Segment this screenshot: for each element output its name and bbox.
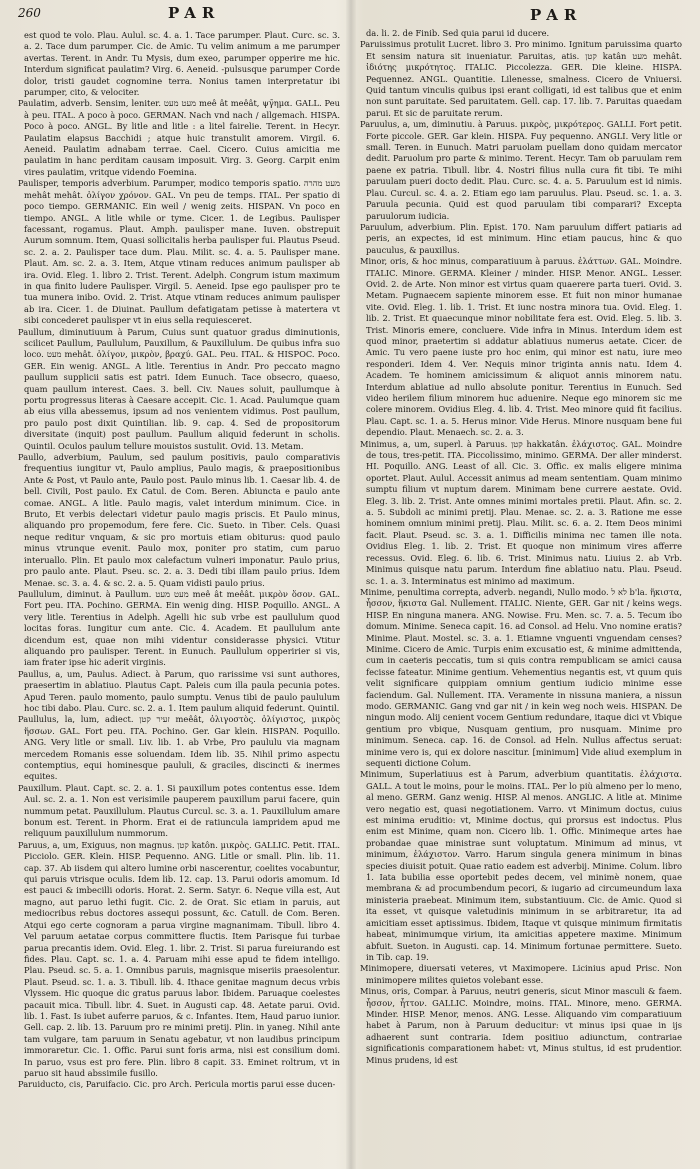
dictionary-entry: Paruissimus protulit Lucret. libro 3. Pro minimo. Ignitum paruissima quarto Et sensim natura sit inueniatur. Paruitas, atis. קטן katân מעט mehât. ἰδιότης μικρότητος. ITALIC. Piccolezza. GER. Die kleine. HISPA. Pequennez. ANGL. Quantitie. Lilenesse, smalness. Cicero de Vniuersi. Quid tantum vinculis quibus ipsi erant colligati, id est talibus que et enim non sunt paruitate. Sed paruitatem. Gell. cap. 17. lib. 7. Paruitas quaedam parui. Et sic de paruitate rerum. (360, 39, 682, 118)
dictionary-entry: Paruulum, adverbium. Plin. Epist. 170. Nam paruulum differt patiaris ad peris, an expectes, id est minimum. Hinc etiam paucus, hinc & quo pauculus, & pauxillus. (360, 221, 682, 255)
dictionary-entry: Paullo, adverbium, Paulum, sed paulum positivis, paulo comparativis frequentius iungitur vt, Paulo amplius, Paulo magis, & praepositionibus Ante & Post, vt Paulo ante, Paulo post. Paulo minus lib. 1. Caesar lib. 4. de bell. Civili, Post paulo. Ex Catul. de Com. Beren. Abiuncta e paulo ante comae. ANGL. A litle. Paulo magis, valet interdum minimum. Cice. in Bruto, Et verbis delectari videtur paulo magis priscis. Et Paulo minus, aliquando pro propemodum, fere fere. Cic. Sueto. in Tiber. Cels. Quasi neque reditur vnquam, & sic pro mortuis etiam obiturus: quod paulo minus vtrunque evenit. Paulo mox, poniter pro statim, cum paruo interuallo. Plin. Et paulo mox calefactum vulneri imponatur. Paulo prius, pro paulo ante. Plaut. Pseu. sc. 2. a. 3. Dedi tibi illam paulo prius. Idem Menae. sc. 3. a. 4. & sc. 2. a. 5. Quam vidisti paulo prius. (18, 452, 340, 588)
dictionary-entry: da. li. 2. de Finib. Sed quia parui id ducere. (366, 28, 550, 38)
dictionary-entry: Minus, oris, Compar. à Paruus, neutri generis, sicut Minor masculi & faem. ἧσσον, ἧττον. GALLIC. Moindre, moins. ITAL. Minore, meno. GERMA. Minder. HISP. Menor, menos. ANG. Lesse. Aliquando vim comparatiuum habet à Parum, non à Paruum deducitur: vt minus ipsi quae in ijs adhaerent sunt contraria. Idem positiuo adiunctum, contrariae significationis comparationem habet: vt, Minus stultus, id est prudentior. Minus prudens, id est (360, 986, 682, 1065)
dictionary-entry: Paullulus, la, lum, adiect. זעיר קטן meêât, ὀλιγοστὸς. ὀλίγιστος, μικρὸς ἥσσων. GAL. Fort peu. ITA. Pochino. Ger. Gar klein. HISPAN. Poquillo. ANG. Very litle or small. Liv. lib. 1. ab Vrbe, Pro paululu via magnam mercedem Romanis esse soluendam. Idem lib. 35. Nihil primo aspectu contemptius, equi hominesque paululi, & graciles, discincti & inermes equites. (18, 714, 340, 782)
dictionary-entry: Paullulum, diminut. à Paullum. מעט מעט meê ât meêât. μικρὸν ὅσον. GAL. Fort peu. ITA. Pochino. GERMA. Ein wenig ding. HISP. Poquillo. ANGL. A very litle. Terentius in Adelph. Agelli hic sub vrbe est paullulum quod locitas foras. Iungitur cum ante. Cic. 4. Academ. Et paullulum ante dicendum est, quae non mihi videntur considerasse physici. Vtitur aliquando pro paulisper. Terent. in Eunuch. Paullulum opperirier si vis, iam frater ipse hic aderit virginis. (18, 588, 340, 668)
dictionary-entry: Paruiducto, cis, Paruifacio. Cic. pro Arch. Pericula mortis parui esse ducen- (18, 1079, 336, 1090)
dictionary-entry: Minimus, a, um, superl. à Paruus. קטן hakkatân. ἐλάχιστος. GAL. Moindre de tous, tres-petit. ITA. Piccolissimo, minimo. GERMA. Der aller minderst. HI. Poquillo. ANG. Least of all. Cic. 3. Offic. ex malis eligere minima oportet. Plaut. Aulul. Accessit animus ad meam sententiam. Quam minimo sumptu filium vt nuptum darem. Minimam bene currere aestate. Ovid. Eleg. 3. lib. 2. Trist. Ante omnes minimi mortales pretii. Plaut. Afin. sc. 2. a. 5. Subdoli ac minimi pretij. Plau. Menae. sc. 2. a. 3. Ratione me esse hominem omnium minimi pretij. Plau. Milit. sc. 6. a. 2. Item Deos minimi facit. Plaut. Pseud. sc. 3. a. 1. Difficilis minima nec tamen ille nota. Ovidius Eleg. 1. lib. 2. Trist. Et quoque non minimum vires afferre recessus. Ovid. Eleg. 6. lib. 6. Trist. Minimus natu. Liuius 2. ab Vrb. Minimus quisque natu parum. Interdum fine ablatiuo natu. Plau. Pseud. sc. 1. a. 3. Interminatus est minimo ad maximum. (360, 438, 682, 586)
left-page-header (18, 4, 338, 28)
dictionary-entry: Minime, penultima correpta, adverb. negandi, Nullo modo. לא ל b'la. ἥκιστα, ἧσσον, ἥκιστα Gal. Nullement. ITALIC. Niente, GER. Gar nit / keins wegs. HISP. En ninguna manera. ANG. Nowise. Fru. Men. sc. 7. a. 5. Tecum ibo domum. Minime. Seneca capit. 16. ad Consol. ad Helu. Vno nomine eratis? Minime. Plaut. Mostel. sc. 3. a. 1. Etiamne vnguenti vnguendam censes? Minime. Cicero de Amic. Turpis enim excusatio est, & minime admittenda, cum in caeteris peccatis, tum si quis contra rempublicam se amici causa fecisse fateatur. Minime gentium. Vehementius negantis est, vt quum quis velit significare quippiam omnium gentium iudicio minime esse faciendum. Gal. Nullement. ITA. Veramente in nissuna maniera, a nissun modo. GERMANIC. Gang vnd gar nit / in kein weg noch weis. HISPAN. De ningun modo. Alij cenient vocem Gentium redundare, itaque dici vt Vbique gentium pro vbique, Nusquam gentium, pro nusquam. Minime pro minimum. Seneca. cap. 16. de Consol. ad Heln. Nullus affectus seruat: minime vero is, qui ex dolore nascitur. [minimum] Vide aliud exemplum in sequenti dictione Colum. (360, 586, 682, 768)
left-column (18, 30, 340, 1162)
dictionary-entry: est quod te volo. Plau. Aulul. sc. 4. a. 1. Tace parumper. Plaut. Curc. sc. 3. a. 2. Tace dum parumper. Cic. de Amic. Tu velim animum a me parumper avertas. Terent. in Andr. Tu Mysis, dum exeo, parumper opperire me hic. Interdum significat paulatim? Virg. 6. Aeneid. -pulsusque parumper Corde dolor, tristi gaudet cognomine terra. Nonius tamen interpretatur ibi parumper, cito, & velociter. (24, 30, 340, 98)
running-head-right: PAR (530, 6, 583, 24)
dictionary-entry: Paulatim, adverb. Sensim, leniter. מעט מעט meê ât meêât, ψγ̄ημα. GALL. Peu à peu. ITAL. A poco à poco. GERMAN. Nach vnd nach / allgemach. HISPA. Poco à poco. ANGL. By litle and litle : a litel fairelie. Terent. in Hecyr. Paulatim elapsus Bacchidi ; atque huic transtulit amorem. Virgil. 6. Aeneid. Paulatim adnabam terrae. Cael. Cicero. Cuius amicitia me paulatim in hanc perditam causam imposuit. Virg. 3. Georg. Carpit enim vires paulatim, vritque videndo Foemina. (18, 98, 340, 177)
dictionary-entry: Paruulus, a, um, diminutiu. à Paruus. μικρὸς, μικρότερος. GALLI. Fort petit. Forte piccole. GER. Gar klein. HISPA. Fuy pequenno. ANGLI. Very litle or small. Teren. in Eunuch. Matri paruolam puellam dono quidam mercator dedit. Paruolum pro parte & minimo. Terent. Hecyr. Tam ob paruulam rem paene ex patria. Tibull. libr. 4. Nostri filius nulla cura fit tibi. Te mihi paruulam pueri docto dedit. Plau. Curc. sc. 4. a. 5. Paruulum est id nimis. Plau. Curcul. sc. 4. a. 2. Etiam ego iam paruulus. Plau. Pseud. sc. 1. a. 3. Paruula pecunia. Quid est quod paruulam tibi comparari? Excepta paruulorum iudicia. (360, 119, 682, 221)
dictionary-entry: Paruus, a, um, Exiguus, non magnus. קטן katôn. μικρὸς. GALLIC. Petit. ITAL. Picciolo. GER. Klein. HISP. Pequenno. ANG. Litle or small. Plin. lib. 11. cap. 37. Ab iisdem qui altero lumine orbi nascerentur, coelites vocabuntur, qui paruis vtrisque oculis. Idem lib. 12. cap. 13. Parui odoris amomum. Id est pauci & imbecilli odoris. Horat. 2. Serm. Satyr. 6. Neque villa est, Aut magno, aut paruo lethi fugit. Cic. 2. de Orat. Sic etiam in paruis, aut mediocribus rebus doctores assequi possunt, &c. Catull. de Com. Beren. Atqui ego certe cognoram a parua virgine magnanimam. Tibull. libro 4. Vel paruum aetatae corpus committere fluctis. Item Parisque fui turbae parua precantis idem. Ovid. Eleg. 1. libr. 2. Trist. Si parua fureiurando est fides. Plau. Capt. sc. 1. a. 4. Paruam mihi esse apud te fidem intelligo. Plau. Pseud. sc. 5. a. 1. Omnibus paruis, magnisque miseriis praesolentur. Plaut. Pseud. sc. 1. a. 3. Tibull. lib. 4. Ithace genitae magnum decus vrbis Vlyssem. Hic quoque dic gratus paruus labor. Ibidem. Paruaque coelestes pacauit mica. Tibull. libr. 4. Suet. in Augusti cap. 48. Aetate parui. Ovid. lib. 1. Fast. Is iubet auferre paruos, & c. Infantes. Item, Haud paruo iunior. Gell. cap. 2. lib. 13. Paruum pro re minimi pretij. Plin. in yaneg. Nihil ante tam vulgare, tam paruum in Senatu agebatur, vt non laudibus principum immoraretur. Cic. 1. Offic. Parui sunt foris arma, nisi est consilium domi. In paruo, vsus est pro fere. Plin. libro 8 capit. 33. Eminet roltrum, vt in paruo sit haud abssimile fusillo. (18, 839, 340, 1078)
dictionary-entry: Minor, oris, & hoc minus, comparatiuum à paruus. ἐλάττων. GAL. Moindre. ITALIC. Minore. GERMA. Kleiner / minder. HISP. Menor. ANGL. Lesser. Ovid. 2. de Arte. Non minor est virtus quam quaerere parta tueri. Ovid. 3. Metam. Pugnaecem sapiente minorem esse. Et fuit non minor humanae vite. Ovid. Eleg. 1. lib. 1. Trist. Et iunc nostra minora tua. Ovid. Eleg. 1. lib. 2. Trist. Et quaecunque minor nobilitate fera est. Ovid. Eleg. 5. lib. 3. Trist. Minoris emere, concluere. Vide infra in Minus. Interdum idem est quod minor, praetertim si addatur ablatiuus numerus aetate. Cicer. de Amic. Tu vero paene iuste pro hoc enim, qui minor est natu, iure meo responderi. Idem 4. Ver. Nequis minor triginta annis natu. Idem 4. Academ. Te hominem amicissimum & aliquot annis minorem natu. Interdum ablatiue ad nullo absolute ponitur. Terentius in Eunuch. Sed video herilem filium minorem huc aduenire. Neque ego minorem sic me colere minorem. Ovidius Eleg. 4. lib. 4. Trist. Meo minore quid fit facilius. Plau. Capt. sc. 1. a. 5. Herus minor. Vide Herus. Minore nusquam bene fui dependio. Plaut. Menaech. sc. 2. a. 3. (360, 256, 682, 438)
dictionary-entry: Paullum, diminutiuum à Parum, Cuius sunt quatuor gradus diminutionis, scilicet Paullum, Paullulum, Pauxillum, & Pauxillulum. De quibus infra suo loco. מעט mehât. ὀλίγον, μικρὸν, βραχύ. GAL. Peu. ITAL. & HISPOC. Poco. GER. Ein wenig. ANGL. A litle. Terentius in Andr. Pro peccato magno paullum supplicii satis est patri. Idem Eunuch. Tace obsecro, quaeso, quam paullum interest. Caes. 3. bell. Civ. Naues soluit, paullumque à portu progressus literas à Caesare accepit. Cic. 1. Acad. Paulumque quam ab eius villa abessemus, ipsum ad nos venientem vidimus. Post paullum, pro paulo post dixit Quintilian. lib. 9. cap. 4. Sed de propositorum diversitate (inquit) post paullum. Paullum aliquid federunt in scholis. Quintil. Oculos paulum tellure mouistos sustulit. Ovid. 13. Metam. (18, 326, 340, 451)
running-head-left: PAR (168, 4, 221, 22)
dictionary-entry: Paulisper, temporis adverbium. Parumper, modico temporis spatio. מעט מהרה mehât mehât. ὀλίγον χρόνον. GAL. Vn peu de temps. ITAL. Per spatio di poco tiempo. GERMANIC. Ein weil / wenig zeits. HISPAN. Vn poco en tiempo. ANGL. A litle while or tyme. Cicer. 1. de Legibus. Paulisper facessant, rogamus. Plaut. Amph. paulisper mane. Iuven. obstrepuit Aurum somnum. Item, Quasi sollicitalis herba paulisper fui. Plautus Pseud. sc. 2. a. 2. Paulisper tace dum. Plau. Milit. sc. 4. a. 5. Paulisper mane. Plaut. Am. sc. 2. a. 3. Item, Atque vtinam reduces animum paulisper ab ira. Ovid. Eleg. 1. libro 2. Trist. Terent. Adelph. Congrum istum maximum in qua finito ludere Paulisper. Virgil. 5. Aeneid. Ipse ego paulisper pro te tua munera inibo. Ovid. 2. Trist. Atque vtinam reduces animum paulisper ab ira. Cicer. 1. de Diuinat. Paullum defatigatam petisse à matertera vt sibi concederet paulisper vt in eius sella requiesceret. (18, 178, 340, 326)
dictionary-entry: Pauxillum. Plaut. Capt. sc. 2. a. 1. Si pauxillum potes contentus esse. Idem Aul. sc. 2. a. 1. Non est verisimile pauperem pauxillum parui facere, quin nummum petat. Pauxillulum. Plautus Curcul. sc. 3. a. 1. Pauxillulum amare bonum est. Terent. in Phorm. Erat ei de ratiuncula iampridem apud me reliquum pauxillulum nummorum. (18, 782, 340, 839)
dictionary-entry: Paullus, a, um, Paulus. Adiect. à Parum, quo rarissime vsi sunt authores, praesertim in ablatiuo. Plautus Capt. Paleis cum illa paula pecunia potes. Apud Teren. paulo momento, paulo sumptu. Venus tibi de paulo paululum hoc tibi dabo. Plau. Curc. sc. 2. a. 1. Item paulum aliquid federunt. Quintil. (18, 668, 340, 713)
dictionary-entry: Minimopere, diuersati veteres, vt Maximopere. Licinius apud Prisc. Non minimopere milites quietos volebant esse. (360, 963, 682, 985)
page-gutter (346, 0, 356, 1169)
dictionary-entry: Minimum, Superlatiuus est à Parum, adverbium quantitatis. ἐλάχιστα. GALL. A tout le moins, pour le moins. ITAL. Per lo più almeno per lo meno, al meno. GERM. Ganz wenig. HISP. Al menos. ANGLIC. A litle at. Minime vero negatio est, quasi negotiationem. Varro. vt Minimum doctus, cuius est minima eruditio: vt, Minime doctus, qui prorsus est indoctus. Plus enim est Minime, quam non. Cicero lib. 1. Offic. Minimeque artes hae probandae quae ministrae sunt voluptatum. Minimum ad minus, vt minimum, ἐλάχιστον. Varro. Harum singula genera minimum in binas species diuisit potuit. Quae ratio eadem est adverbij. Minime. Colum. libro 1. Iata bubilia esse oportebit pedes decem, vel minimè nonem, quae membrana & ad procumbendum pecori, & iugario ad circumeundum laxa ministeria praebeat. Minimum item, substantiuum. Cic. de Amic. Quod si ita esset, vt quisque valetudinis minimum in se arbitraretur, ita ad amicitiam esset aptissimus. Ibidem, Itaque vt quisque minimum firmitatis habeat, minimumque virium, ita amicitias appetere maxime. Minimum abfuit. Sueton. in Augusti. cap. 14. Minimum fortunae permittere. Sueto. in Tib. cap. 19. (360, 769, 682, 962)
page-number: 260 (18, 6, 41, 20)
right-column (360, 28, 682, 1160)
